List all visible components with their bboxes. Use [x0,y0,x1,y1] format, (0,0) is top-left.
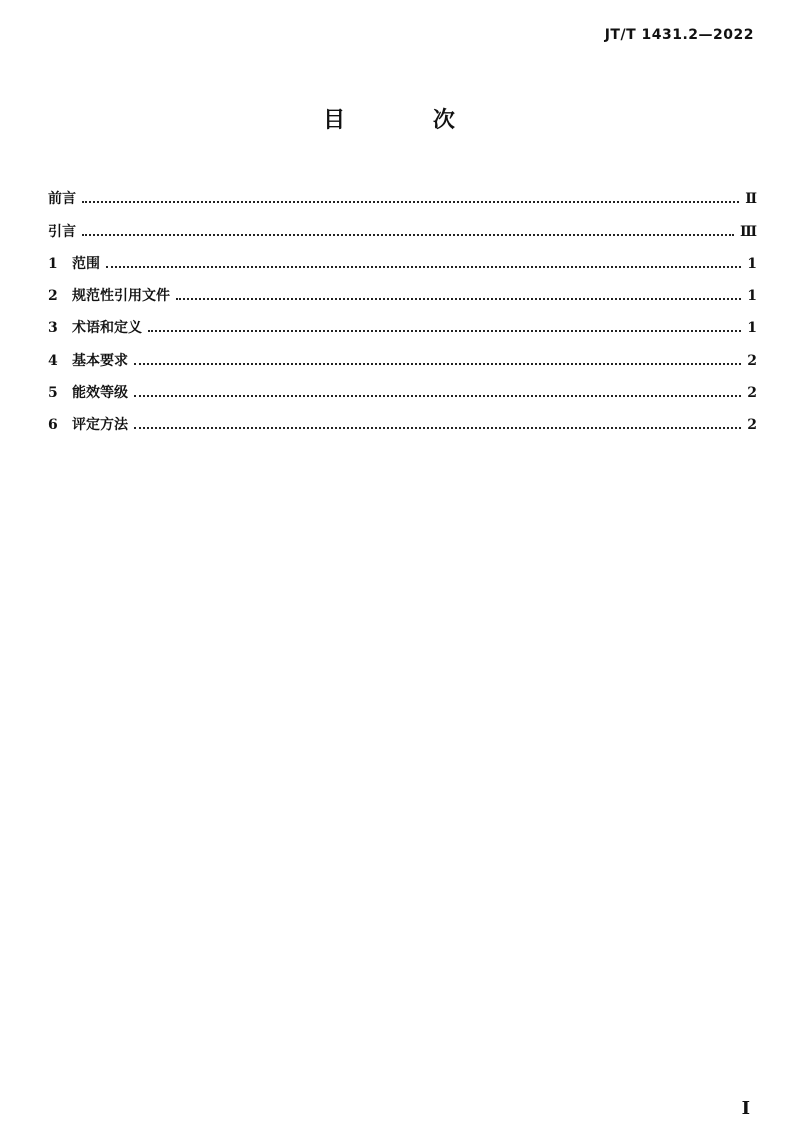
toc-entry-label: 范围 [72,255,100,272]
toc-dot-leader [176,298,741,300]
toc-entry-label: 能效等级 [72,385,128,402]
toc-entry-introduction[interactable] [48,209,757,241]
toc-entry-terms-definitions[interactable] [48,306,757,338]
toc-entry-number: 6 [48,417,58,434]
toc-entry-page: 1 [747,255,757,272]
toc-entry-number: 2 [48,288,58,305]
toc-dot-leader [106,266,741,268]
toc-entry-energy-efficiency-grades[interactable] [48,371,757,403]
toc-entry-page: Ⅲ [739,223,757,240]
toc-entry-page: 1 [747,320,757,337]
toc-entry-label: 评定方法 [72,417,128,434]
toc-entry-label: 前言 [48,191,76,208]
toc-entry-label: 术语和定义 [72,320,142,337]
toc-entry-label: 规范性引用文件 [72,288,170,305]
toc-entry-page: 2 [747,417,757,434]
toc-entry-scope[interactable] [48,242,757,274]
toc-entry-label: 基本要求 [72,352,128,369]
toc-entry-page: 1 [747,288,757,305]
toc-dot-leader [134,363,741,365]
toc-entry-basic-requirements[interactable] [48,338,757,370]
toc-dot-leader [82,201,739,203]
toc-entry-normative-references[interactable] [48,274,757,306]
toc-dot-leader [134,395,741,397]
page-number: I [741,1098,750,1119]
standard-number: JT/T 1431.2—2022 [604,27,754,43]
toc-entry-label: 引言 [48,223,76,240]
toc-entry-number: 1 [48,255,58,272]
toc-entry-number: 3 [48,320,58,337]
toc-dot-leader [82,234,734,236]
table-of-contents [48,177,757,435]
toc-title: 目 次 [323,108,495,133]
toc-entry-evaluation-method[interactable] [48,403,757,435]
toc-entry-page: Ⅱ [745,191,757,208]
toc-entry-number: 5 [48,385,58,402]
toc-dot-leader [134,427,741,429]
toc-entry-page: 2 [747,352,757,369]
toc-dot-leader [148,330,741,332]
toc-entry-foreword[interactable] [48,177,757,209]
toc-entry-page: 2 [747,385,757,402]
toc-entry-number: 4 [48,352,58,369]
